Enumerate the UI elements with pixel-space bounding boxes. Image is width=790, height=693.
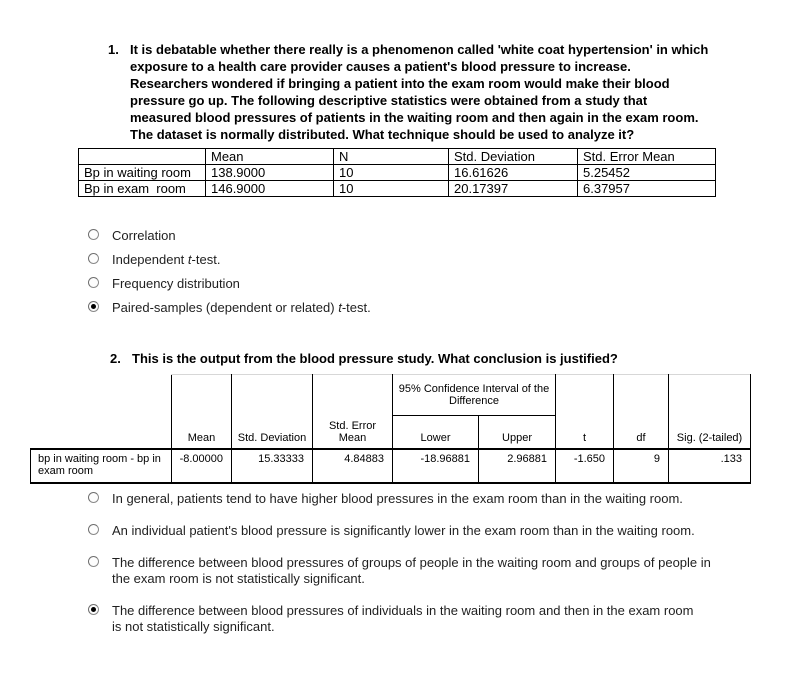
radio-button[interactable]	[88, 253, 99, 264]
option-text: Correlation	[112, 228, 176, 243]
q2-option-individuals-not-significant[interactable]	[88, 603, 748, 635]
table1-waiting-n: 10	[334, 165, 449, 181]
option-text: Paired-samples (dependent or related)	[112, 300, 339, 315]
table2-sd-value: 15.33333	[232, 449, 313, 483]
q2-option-higher-in-exam[interactable]	[88, 491, 748, 507]
table2-sem-value: 4.84883	[313, 449, 393, 483]
option-label	[112, 252, 220, 267]
descriptive-statistics-table	[78, 148, 716, 197]
option-label	[112, 228, 176, 243]
table1-header-row	[79, 149, 716, 165]
option-text: The difference between blood pressures of groups of people in the waiting room and groups of people in the exam room is not statistically significant.	[112, 555, 711, 586]
q2-option-groups-not-significant[interactable]	[88, 555, 748, 587]
question-1-text: It is debatable whether there really is a phenomenon called 'white coat hypertension' in which exposure to a health care provider causes a patient's blood pressure to increase. Researchers wondered if bringing a patient into the exam room would make their blood pressure go up. The following descriptive statistics were obtained from a study that measured blood pressures of patients in the waiting room and then again in the exam room. The dataset is normally distributed. What technique should be used to analyze it?	[130, 42, 709, 142]
option-text: Frequency distribution	[112, 276, 240, 291]
question-2-options	[88, 491, 748, 651]
option-label	[112, 491, 683, 507]
table1-waiting-sd: 16.61626	[449, 165, 578, 181]
option-label	[112, 523, 695, 539]
option-label	[112, 300, 371, 315]
radio-button[interactable]	[88, 604, 99, 615]
paired-samples-test-table	[30, 374, 751, 484]
radio-button[interactable]	[88, 556, 99, 567]
table1-header-blank	[79, 149, 206, 165]
question-2-number: 2.	[110, 351, 121, 366]
table1-exam-label: Bp in exam room	[79, 181, 206, 197]
question-2-text: This is the output from the blood pressure study. What conclusion is justified?	[132, 351, 618, 366]
table1-exam-sd: 20.17397	[449, 181, 578, 197]
radio-button[interactable]	[88, 277, 99, 288]
table2-header-ci: 95% Confidence Interval of the Difference	[393, 375, 556, 416]
option-label	[112, 276, 240, 291]
radio-button[interactable]	[88, 229, 99, 240]
q1-option-frequency-distribution[interactable]	[88, 276, 728, 291]
question-1-number: 1.	[108, 42, 119, 57]
option-text-suffix: -test.	[191, 252, 221, 267]
table2-header-mean: Mean	[172, 375, 232, 450]
question-1	[108, 41, 716, 143]
radio-button[interactable]	[88, 301, 99, 312]
q1-option-correlation[interactable]	[88, 228, 728, 243]
question-2	[110, 350, 750, 367]
table2-pair-label: bp in waiting room - bp in exam room	[31, 449, 172, 483]
option-text: An individual patient's blood pressure is significantly lower in the exam room than in the waiting room.	[112, 523, 695, 538]
table2-data-row	[31, 449, 751, 483]
table1-row-exam	[79, 181, 716, 197]
table1-header-mean: Mean	[206, 149, 334, 165]
table2-sig-value: .133	[669, 449, 751, 483]
table2-header-t: t	[556, 375, 614, 450]
table1-waiting-label: Bp in waiting room	[79, 165, 206, 181]
table2-t-value: -1.650	[556, 449, 614, 483]
table1-exam-sem: 6.37957	[578, 181, 716, 197]
table1-header-sd: Std. Deviation	[449, 149, 578, 165]
table2-lower-value: -18.96881	[393, 449, 479, 483]
table2-header-lower: Lower	[393, 416, 479, 450]
q1-option-independent-t-test[interactable]	[88, 252, 728, 267]
option-text: The difference between blood pressures of individuals in the waiting room and then in the exam room is not statistically significant.	[112, 603, 694, 634]
table2-header-row-1	[31, 375, 751, 416]
table2-header-sem: Std. Error Mean	[313, 375, 393, 450]
table1-header-n: N	[334, 149, 449, 165]
table1-waiting-sem: 5.25452	[578, 165, 716, 181]
option-text-italic: t	[338, 300, 342, 315]
option-label	[112, 603, 702, 635]
table2-header-df: df	[614, 375, 669, 450]
option-text-italic: t	[187, 252, 192, 267]
option-text: In general, patients tend to have higher blood pressures in the exam room than in the waiting room.	[112, 491, 683, 506]
table2-header-sd: Std. Deviation	[232, 375, 313, 450]
table2-header-blank	[31, 375, 172, 450]
table2-header-sig: Sig. (2-tailed)	[669, 375, 751, 450]
q2-option-individual-lower[interactable]	[88, 523, 748, 539]
table1-header-sem: Std. Error Mean	[578, 149, 716, 165]
table2-upper-value: 2.96881	[479, 449, 556, 483]
option-text: Independent	[112, 252, 188, 267]
question-1-options	[88, 228, 728, 324]
radio-button[interactable]	[88, 524, 99, 535]
q1-option-paired-samples-t-test[interactable]	[88, 300, 728, 315]
table1-row-waiting	[79, 165, 716, 181]
table1-exam-mean: 146.9000	[206, 181, 334, 197]
table2-mean-value: -8.00000	[172, 449, 232, 483]
table1-waiting-mean: 138.9000	[206, 165, 334, 181]
option-label	[112, 555, 712, 587]
table2-df-value: 9	[614, 449, 669, 483]
radio-button[interactable]	[88, 492, 99, 503]
option-text-suffix: -test.	[341, 300, 371, 315]
table1-exam-n: 10	[334, 181, 449, 197]
table2-header-upper: Upper	[479, 416, 556, 450]
